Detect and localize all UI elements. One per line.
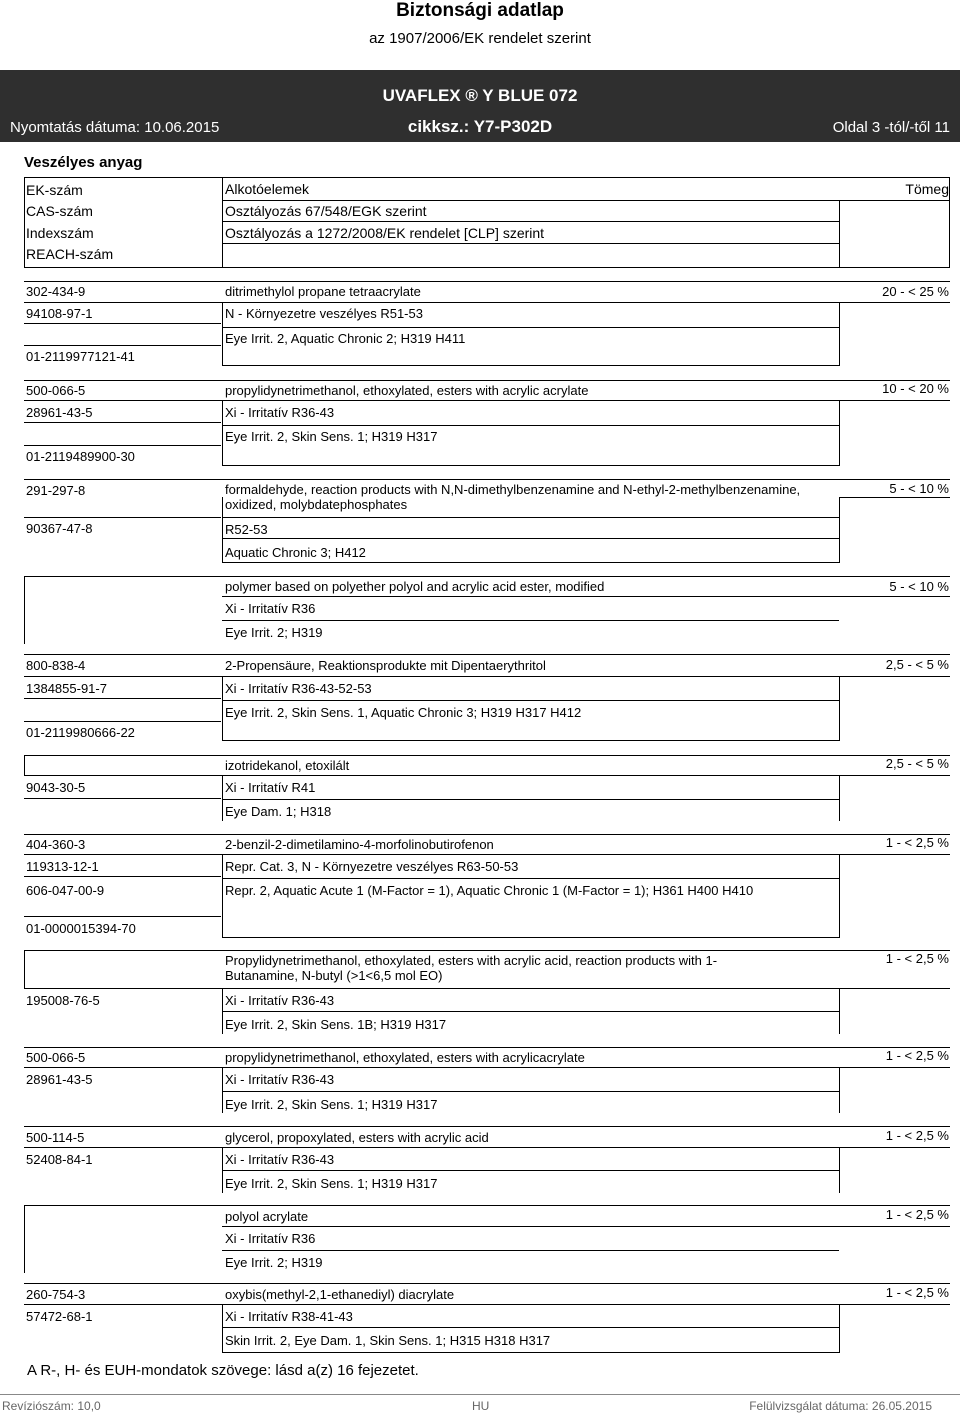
page-number: Oldal 3 -tól/-től 11 [832, 119, 950, 136]
cas-number: 119313-12-1 [26, 859, 99, 874]
dsd-classification: N - Környezetre veszélyes R51-53 [225, 306, 423, 321]
document-title: Biztonsági adatlap [396, 0, 564, 21]
header-clp-classification: Osztályozás a 1272/2008/EK rendelet [CLP] szerint [225, 225, 545, 241]
header-components: Alkotóelemek [225, 181, 310, 197]
ec-number: 404-360-3 [26, 837, 86, 852]
header-dsd-classification: Osztályozás 67/548/EGK szerint [225, 203, 427, 219]
dsd-classification: Xi - Irritatív R36 [225, 1231, 316, 1246]
mass-range: 5 - < 10 % [889, 481, 949, 496]
ec-number: 260-754-3 [26, 1287, 86, 1302]
mass-range: 2,5 - < 5 % [885, 756, 949, 771]
mass-range: 1 - < 2,5 % [885, 1285, 949, 1300]
substance-name: polyol acrylate [225, 1209, 309, 1224]
clp-classification: Eye Irrit. 2, Skin Sens. 1B; H319 H317 [225, 1017, 447, 1032]
section-title: Veszélyes anyag [24, 154, 143, 171]
clp-classification: Eye Irrit. 2, Skin Sens. 1; H319 H317 [225, 1176, 438, 1191]
clp-classification: Eye Irrit. 2, Skin Sens. 1, Aquatic Chronic 3; H319 H317 H412 [225, 705, 582, 720]
ec-number: 500-066-5 [26, 1050, 86, 1065]
cas-number: 28961-43-5 [26, 405, 93, 420]
dsd-classification: Xi - Irritatív R36-43 [225, 1072, 335, 1087]
ec-number: 500-114-5 [26, 1130, 85, 1145]
regulation-subtitle: az 1907/2006/EK rendelet szerint [369, 30, 591, 47]
cas-number: 9043-30-5 [26, 780, 86, 795]
substance-name: propylidynetrimethanol, ethoxylated, esters with acrylic acrylate [225, 383, 589, 398]
clp-classification: Aquatic Chronic 3; H412 [225, 545, 366, 560]
mass-range: 1 - < 2,5 % [885, 1207, 949, 1222]
clp-classification: Eye Irrit. 2, Skin Sens. 1; H319 H317 [225, 1097, 438, 1112]
cas-number: 90367-47-8 [26, 521, 93, 536]
cas-number: 94108-97-1 [26, 306, 93, 321]
reach-number: 01-2119980666-22 [26, 725, 135, 740]
article-number: cikksz.: Y7-P302D [407, 117, 553, 136]
header-reach-number: REACH-szám [26, 246, 114, 262]
clp-classification: Repr. 2, Aquatic Acute 1 (M-Factor = 1), Aquatic Chronic 1 (M-Factor = 1); H361 H400 H410 [225, 883, 754, 898]
dsd-classification: R52-53 [225, 522, 268, 537]
header-cas-number: CAS-szám [26, 203, 93, 219]
dsd-classification: Xi - Irritatív R38-41-43 [225, 1309, 353, 1324]
substance-name: 2-Propensäure, Reaktionsprodukte mit Dipentaerythritol [225, 658, 546, 673]
revision-number: Revíziószám: 10,0 [2, 1399, 101, 1413]
mass-range: 20 - < 25 % [882, 284, 949, 299]
clp-classification: Eye Dam. 1; H318 [225, 804, 332, 819]
product-header-bar [0, 70, 960, 142]
header-index-number: Indexszám [26, 225, 94, 241]
mass-range: 1 - < 2,5 % [885, 951, 949, 966]
header-mass: Tömeg [905, 181, 949, 197]
substance-name: propylidynetrimethanol, ethoxylated, esters with acrylicacrylate [225, 1050, 585, 1065]
print-date: Nyomtatás dátuma: 10.06.2015 [10, 119, 220, 136]
substance-name: ditrimethylol propane tetraacrylate [225, 284, 421, 299]
substance-name: glycerol, propoxylated, esters with acrylic acid [225, 1130, 489, 1145]
clp-classification: Eye Irrit. 2; H319 [225, 625, 323, 640]
mass-range: 1 - < 2,5 % [885, 1128, 949, 1143]
dsd-classification: Xi - Irritatív R36-43-52-53 [225, 681, 372, 696]
reach-number: 01-2119977121-41 [26, 349, 135, 364]
cas-number: 1384855-91-7 [26, 681, 107, 696]
reach-number: 01-2119489900-30 [26, 449, 135, 464]
ec-number: 302-434-9 [26, 284, 86, 299]
ec-number: 800-838-4 [26, 658, 86, 673]
page-footer [0, 1394, 960, 1416]
substance-name: izotridekanol, etoxilált [225, 758, 350, 773]
substance-name: Propylidynetrimethanol, ethoxylated, esters with acrylic acid, reaction products with 1-Butanamine, N-butyl (>1<6,5 mol EO) [225, 953, 718, 983]
reach-number: 01-0000015394-70 [26, 921, 136, 936]
substance-name: formaldehyde, reaction products with N,N-dimethylbenzenamine and N-ethyl-2-methylbenzenamine, oxidized, molybdatephosphates [225, 482, 801, 512]
mass-range: 5 - < 10 % [889, 579, 949, 594]
clp-classification: Skin Irrit. 2, Eye Dam. 1, Skin Sens. 1; H315 H318 H317 [225, 1333, 551, 1348]
cas-number: 57472-68-1 [26, 1309, 93, 1324]
header-ec-number: EK-szám [26, 182, 83, 198]
substance-name: 2-benzil-2-dimetilamino-4-morfolinobutirofenon [225, 837, 494, 852]
clp-classification: Eye Irrit. 2, Skin Sens. 1; H319 H317 [225, 429, 438, 444]
mass-range: 1 - < 2,5 % [885, 835, 949, 850]
mass-range: 1 - < 2,5 % [885, 1048, 949, 1063]
review-date: Felülvizsgálat dátuma: 26.05.2015 [749, 1399, 932, 1413]
ec-number: 500-066-5 [26, 383, 86, 398]
language-code: HU [472, 1399, 490, 1413]
dsd-classification: Xi - Irritatív R36-43 [225, 993, 335, 1008]
dsd-classification: Xi - Irritatív R36-43 [225, 1152, 335, 1167]
ec-number: 291-297-8 [26, 483, 86, 498]
substance-name: oxybis(methyl-2,1-ethanediyl) diacrylate [225, 1287, 455, 1302]
footnote: A R-, H- és EUH-mondatok szövege: lásd a(z) 16 fejezetet. [27, 1362, 419, 1379]
dsd-classification: Repr. Cat. 3, N - Környezetre veszélyes R63-50-53 [225, 859, 519, 874]
mass-range: 10 - < 20 % [882, 381, 949, 396]
index-number: 606-047-00-9 [26, 883, 105, 898]
product-name: UVAFLEX ® Y BLUE 072 [382, 86, 578, 105]
cas-number: 52408-84-1 [26, 1152, 93, 1167]
substance-name: polymer based on polyether polyol and acrylic acid ester, modified [225, 579, 605, 594]
dsd-classification: Xi - Irritatív R36-43 [225, 405, 335, 420]
clp-classification: Eye Irrit. 2, Aquatic Chronic 2; H319 H411 [225, 331, 466, 346]
cas-number: 28961-43-5 [26, 1072, 93, 1087]
mass-range: 2,5 - < 5 % [885, 657, 949, 672]
dsd-classification: Xi - Irritatív R36 [225, 601, 316, 616]
dsd-classification: Xi - Irritatív R41 [225, 780, 316, 795]
cas-number: 195008-76-5 [26, 993, 100, 1008]
clp-classification: Eye Irrit. 2; H319 [225, 1255, 323, 1270]
